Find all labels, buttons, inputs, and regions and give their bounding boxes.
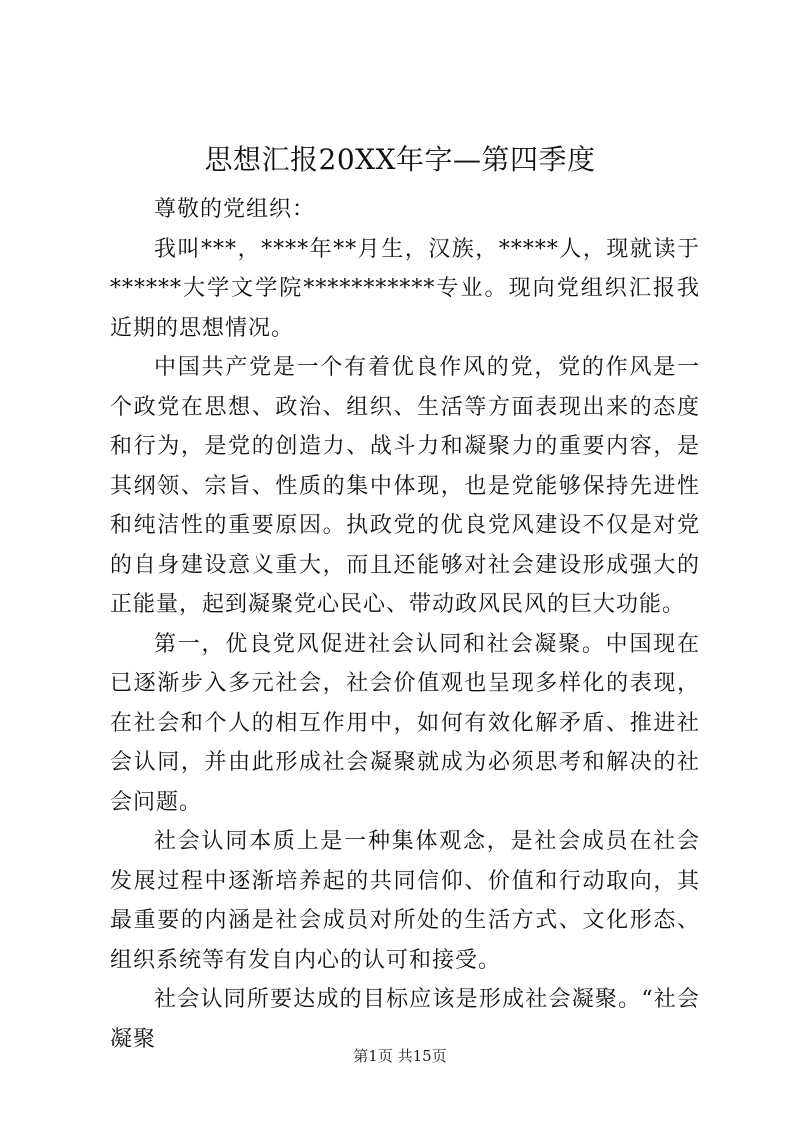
paragraph-salutation: 尊敬的党组织： (154, 197, 316, 222)
page-number-footer: 第1页 共15页 (353, 1047, 447, 1065)
paragraph: 社会认同所要达成的目标应该是形成社会凝聚。“社会凝聚 (110, 987, 700, 1052)
paragraph: 第一，优良党风促进社会认同和社会凝聚。中国现在已逐渐步入多元社会，社会价值观也呈现多样化的表现，在社会和个人的相互作用中，如何有效化解矛盾、推进社会认同，并由此形成社会凝聚就成为必须思考和解决的社会问题。 (110, 631, 700, 815)
document-body (110, 190, 700, 1059)
paragraph: 社会认同本质上是一种集体观念，是社会成员在社会发展过程中逐渐培养起的共同信仰、价值和行动取向，其最重要的内涵是社会成员对所处的生活方式、文化形态、组织系统等有发自内心的认可和接受。 (110, 829, 700, 973)
paragraph: 中国共产党是一个有着优良作风的党，党的作风是一个政党在思想、政治、组织、生活等方面表现出来的态度和行为，是党的创造力、战斗力和凝聚力的重要内容，是其纲领、宗旨、性质的集中体现，也是党能够保持先进性和纯洁性的重要原因。执政党的优良党风建设不仅是对党的自身建设意义重大，而且还能够对社会建设形成强大的正能量，起到凝聚党心民心、带动政风民风的巨大功能。 (110, 355, 700, 617)
paragraph: 我叫***，****年**月生，汉族，*****人，现就读于******大学文学院***********专业。现向党组织汇报我近期的思想情况。 (110, 236, 700, 341)
document-title: 思想汇报20XX年字—第四季度 (204, 143, 596, 176)
